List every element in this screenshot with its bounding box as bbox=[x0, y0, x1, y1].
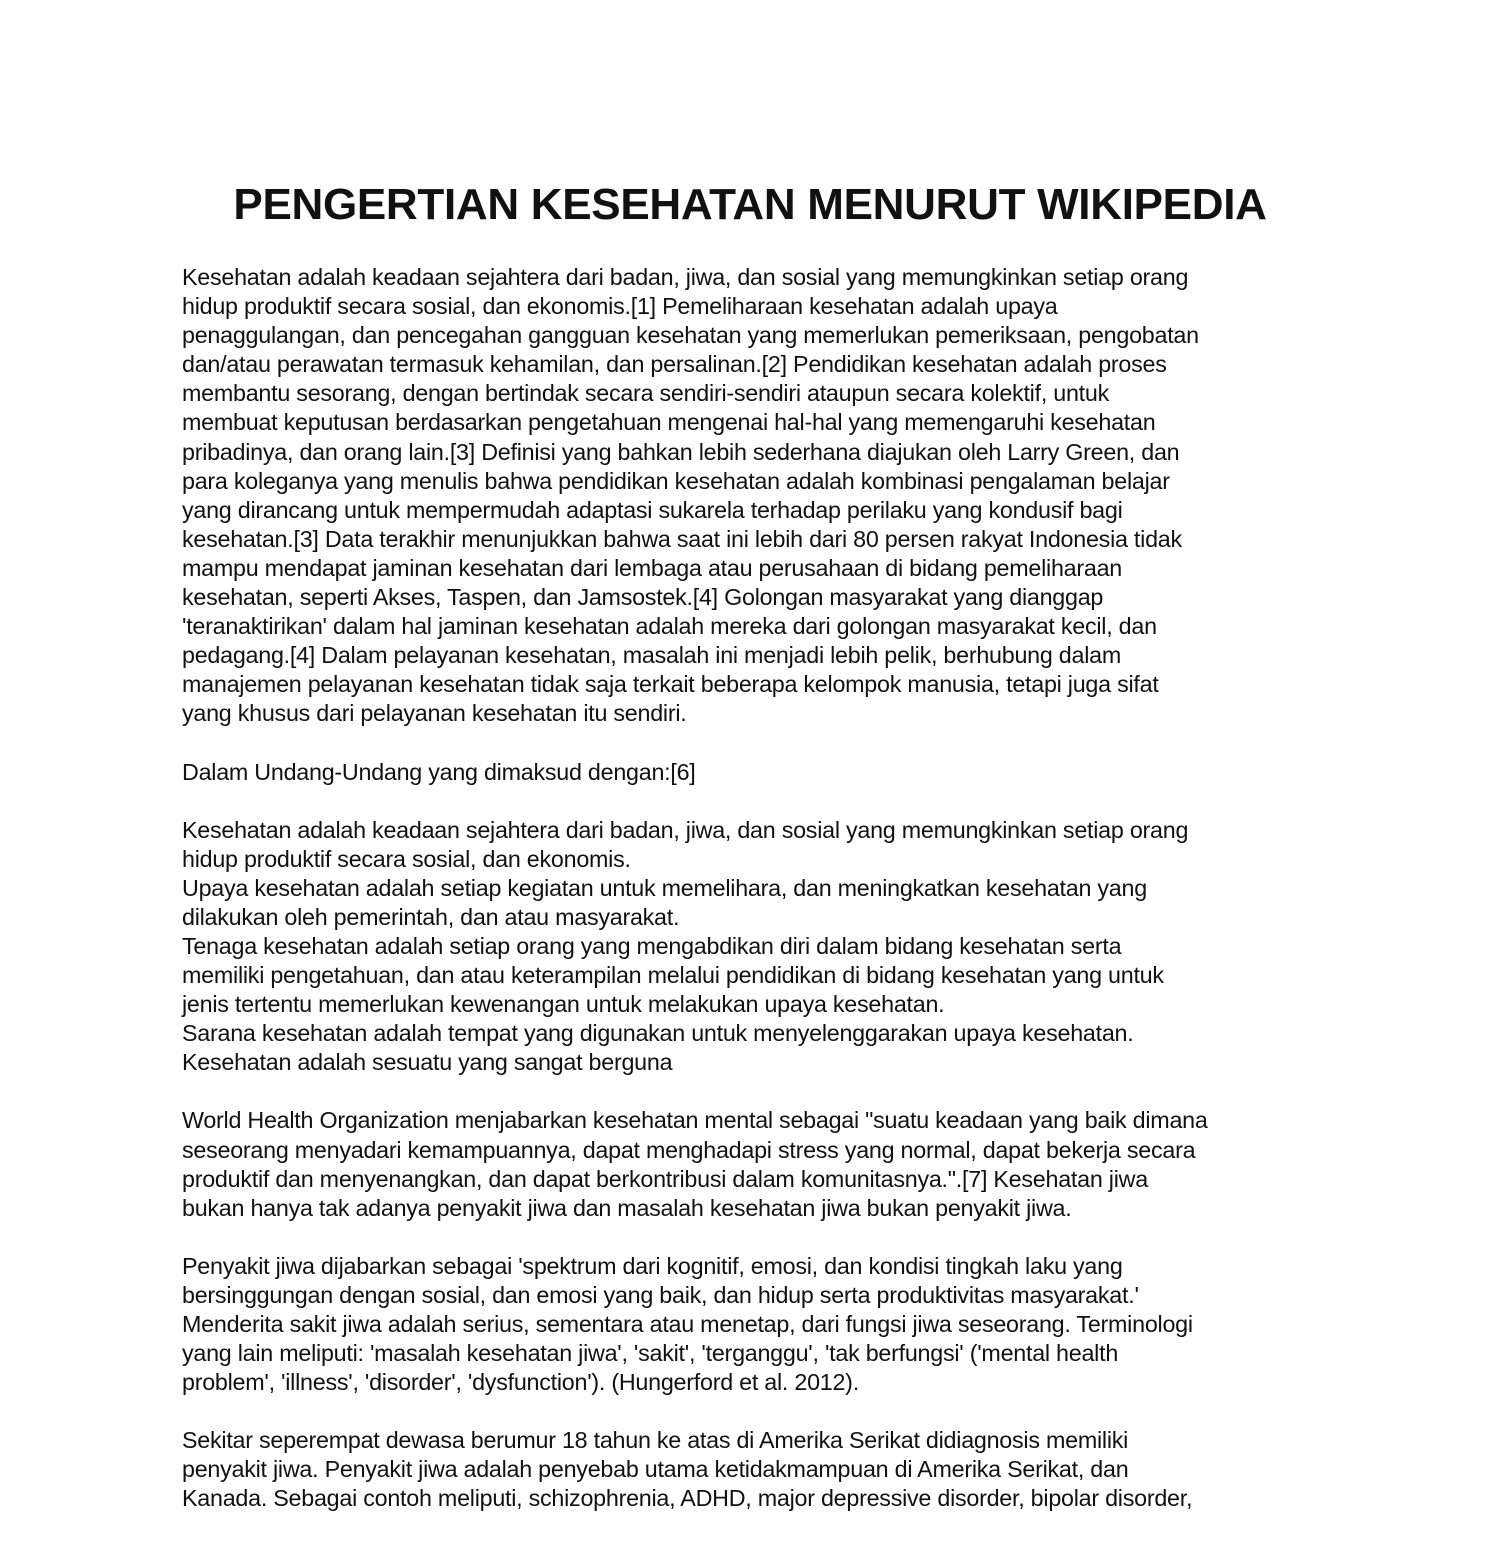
text-line: pedagang.[4] Dalam pelayanan kesehatan, masalah ini menjadi lebih pelik, berhubung dalam bbox=[182, 642, 1121, 669]
paragraph bbox=[182, 816, 1382, 1078]
text-line: seseorang menyadari kemampuannya, dapat menghadapi stress yang normal, dapat bekerja secara bbox=[182, 1136, 1196, 1163]
paragraph bbox=[182, 1252, 1382, 1397]
text-line: Kesehatan adalah keadaan sejahtera dari badan, jiwa, dan sosial yang memungkinkan setiap orang bbox=[182, 816, 1189, 843]
text-line: penaggulangan, dan pencegahan gangguan kesehatan yang memerlukan pemeriksaan, pengobatan bbox=[182, 322, 1199, 349]
text-line: yang lain meliputi: 'masalah kesehatan jiwa', 'sakit', 'terganggu', 'tak berfungsi' ('mental health bbox=[182, 1340, 1119, 1367]
text-line: Tenaga kesehatan adalah setiap orang yang mengabdikan diri dalam bidang kesehatan serta bbox=[182, 932, 1122, 959]
text-line: jenis tertentu memerlukan kewenangan untuk melakukan upaya kesehatan. bbox=[182, 991, 945, 1018]
paragraph bbox=[182, 1106, 1382, 1222]
text-line: World Health Organization menjabarkan kesehatan mental sebagai "suatu keadaan yang baik dimana bbox=[182, 1107, 1208, 1134]
text-line: produktif dan menyenangkan, dan dapat berkontribusi dalam komunitasnya.".[7] Kesehatan jiwa bbox=[182, 1165, 1148, 1192]
text-line: yang dirancang untuk mempermudah adaptasi sukarela terhadap perilaku yang kondusif bagi bbox=[182, 496, 1123, 523]
text-line: yang khusus dari pelayanan kesehatan itu sendiri. bbox=[182, 700, 687, 727]
text-line: Menderita sakit jiwa adalah serius, sementara atau menetap, dari fungsi jiwa seseorang. Terminologi bbox=[182, 1311, 1193, 1337]
text-line: bukan hanya tak adanya penyakit jiwa dan masalah kesehatan jiwa bukan penyakit jiwa. bbox=[182, 1194, 1072, 1221]
text-line: manajemen pelayanan kesehatan tidak saja terkait beberapa kelompok manusia, tetapi juga sifat bbox=[182, 671, 1159, 698]
text-line: Kesehatan adalah keadaan sejahtera dari badan, jiwa, dan sosial yang memungkinkan setiap orang bbox=[182, 264, 1189, 290]
text-line: kesehatan, seperti Akses, Taspen, dan Jamsostek.[4] Golongan masyarakat yang dianggap bbox=[182, 584, 1104, 611]
text-line: dan/atau perawatan termasuk kehamilan, dan persalinan.[2] Pendidikan kesehatan adalah proses bbox=[182, 351, 1167, 378]
text-line: mampu mendapat jaminan kesehatan dari lembaga atau perusahaan di bidang pemeliharaan bbox=[182, 554, 1122, 581]
paragraph bbox=[182, 758, 1382, 787]
text-line: penyakit jiwa. Penyakit jiwa adalah penyebab utama ketidakmampuan di Amerika Serikat, dan bbox=[182, 1456, 1129, 1483]
paragraph bbox=[182, 263, 1382, 729]
text-line: hidup produktif secara sosial, dan ekonomis.[1] Pemeliharaan kesehatan adalah upaya bbox=[182, 293, 1058, 320]
text-line: 'teranaktirikan' dalam hal jaminan kesehatan adalah mereka dari golongan masyarakat kecil, dan bbox=[182, 613, 1157, 640]
text-line: para koleganya yang menulis bahwa pendidikan kesehatan adalah kombinasi pengalaman belajar bbox=[182, 467, 1170, 494]
text-line: membuat keputusan berdasarkan pengetahuan mengenai hal-hal yang memengaruhi kesehatan bbox=[182, 409, 1156, 436]
text-line: membantu sesorang, dengan bertindak secara sendiri-sendiri ataupun secara kolektif, untuk bbox=[182, 380, 1110, 407]
text-line: Kesehatan adalah sesuatu yang sangat berguna bbox=[182, 1049, 673, 1076]
text-line: memiliki pengetahuan, dan atau keterampilan melalui pendidikan di bidang kesehatan yang untuk bbox=[182, 962, 1164, 989]
paragraph bbox=[182, 1426, 1382, 1513]
document-body bbox=[182, 263, 1382, 1543]
text-line: hidup produktif secara sosial, dan ekonomis. bbox=[182, 845, 631, 872]
text-line: Kanada. Sebagai contoh meliputi, schizophrenia, ADHD, major depressive disorder, bipolar disorder, bbox=[182, 1485, 1193, 1512]
text-line: dilakukan oleh pemerintah, dan atau masyarakat. bbox=[182, 903, 680, 930]
document-title: PENGERTIAN KESEHATAN MENURUT WIKIPEDIA bbox=[233, 180, 1267, 229]
text-line: Dalam Undang-Undang yang dimaksud dengan:[6] bbox=[182, 758, 696, 785]
text-line: pribadinya, dan orang lain.[3] Definisi yang bahkan lebih sederhana diajukan oleh Larry Green, dan bbox=[182, 438, 1180, 465]
text-line: kesehatan.[3] Data terakhir menunjukkan bahwa saat ini lebih dari 80 persen rakyat Indonesia tidak bbox=[182, 525, 1182, 552]
text-line: problem', 'illness', 'disorder', 'dysfunction'). (Hungerford et al. 2012). bbox=[182, 1369, 859, 1396]
text-line: Penyakit jiwa dijabarkan sebagai 'spektrum dari kognitif, emosi, dan kondisi tingkah laku yang bbox=[182, 1252, 1123, 1279]
text-line: Upaya kesehatan adalah setiap kegiatan untuk memelihara, dan meningkatkan kesehatan yang bbox=[182, 874, 1147, 901]
text-line: Sarana kesehatan adalah tempat yang digunakan untuk menyelenggarakan upaya kesehatan. bbox=[182, 1020, 1134, 1047]
text-line: bersinggungan dengan sosial, dan emosi yang baik, dan hidup serta produktivitas masyarakat.' bbox=[182, 1281, 1139, 1308]
text-line: Sekitar seperempat dewasa berumur 18 tahun ke atas di Amerika Serikat didiagnosis memiliki bbox=[182, 1427, 1129, 1454]
